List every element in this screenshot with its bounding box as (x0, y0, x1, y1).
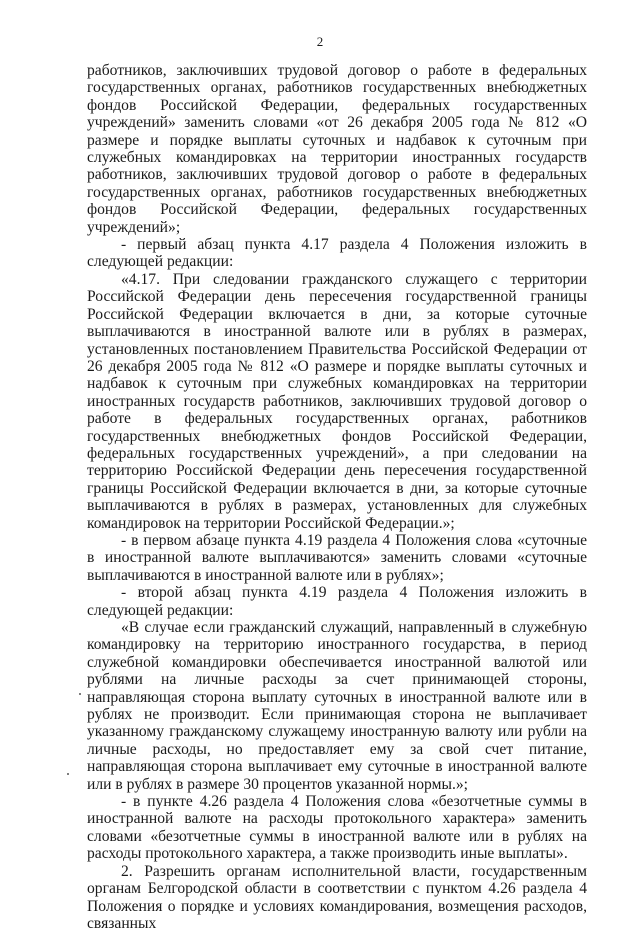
document-body (87, 62, 587, 932)
scan-speck (79, 693, 81, 695)
paragraph-amendment-4-19-first: - в первом абзаце пункта 4.19 раздела 4 Положения слова «суточные в иностранной валюте выплачиваются» заменить словами «суточные выплачиваются в иностранной валюте или в рублях»; (87, 531, 587, 584)
scan-speck (67, 773, 69, 775)
paragraph-amendment-4-26: - в пункте 4.26 раздела 4 Положения слова «безотчетные суммы в иностранной валюте на расходы протокольного характера» заменить словами «безотчетные суммы в иностранной валюте или в рублях на расходы протокольного характера, а также производить иные выплаты». (87, 793, 587, 863)
paragraph-continuation: работников, заключивших трудовой договор о работе в федеральных государственных органах, работников государственных внебюджетных фондов Российской Федерации, федеральных государственных учреждений» заменить словами «от 26 декабря 2005 года № 812 «О размере и порядке выплаты суточных и надбавок к суточным при служебных командировках на территории иностранных государств работников, заключивших трудовой договор о работе в федеральных государственных органах, работников государственных внебюджетных фондов Российской Федерации, федеральных государственных учреждений»; (87, 62, 587, 236)
paragraph-quote-4-17: «4.17. При следовании гражданского служащего с территории Российской Федерации день пересечения государственной границы Российской Федерации включается в дни, за которые суточные выплачиваются в иностранной валюте или в рублях в размерах, установленных постановлением Правительства Российской Федерации от 26 декабря 2005 года № 812 «О размере и порядке выплаты суточных и надбавок к суточным при служебных командировках на территории иностранных государств работников, заключивших трудовой договор о работе в федеральных государственных органах, работников государственных внебюджетных фондов Российской Федерации, федеральных государственных учреждений», а при следовании на территорию Российской Федерации день пересечения государственной границы Российской Федерации включается в дни, за которые суточные выплачиваются в рублях в размерах, установленных для служебных командировок на территории Российской Федерации.»; (87, 270, 587, 532)
paragraph-item-2: 2. Разрешить органам исполнительной власти, государственным органам Белгородской области в соответствии с пунктом 4.26 раздела 4 Положения о порядке и условиях командирования, возмещения расходов, связанных (87, 862, 587, 932)
paragraph-amendment-4-17: - первый абзац пункта 4.17 раздела 4 Положения изложить в следующей редакции: (87, 236, 587, 271)
paragraph-amendment-4-19-second: - второй абзац пункта 4.19 раздела 4 Положения изложить в следующей редакции: (87, 584, 587, 619)
paragraph-quote-4-19: «В случае если гражданский служащий, направленный в служебную командировку на территорию иностранного государства, в период служебной командировки обеспечивается иностранной валютой или рублями на личные расходы за счет принимающей стороны, направляющая сторона выплату суточных в иностранной валюте или в рублях не производит. Если принимающая сторона не выплачивает указанному гражданскому служащему иностранную валюту или рубли на личные расходы, но предоставляет ему за свой счет питание, направляющая сторона выплачивает ему суточные в иностранной валюте или в рублях в размере 30 процентов указанной нормы.»; (87, 619, 587, 793)
page-number: 2 (316, 34, 324, 49)
